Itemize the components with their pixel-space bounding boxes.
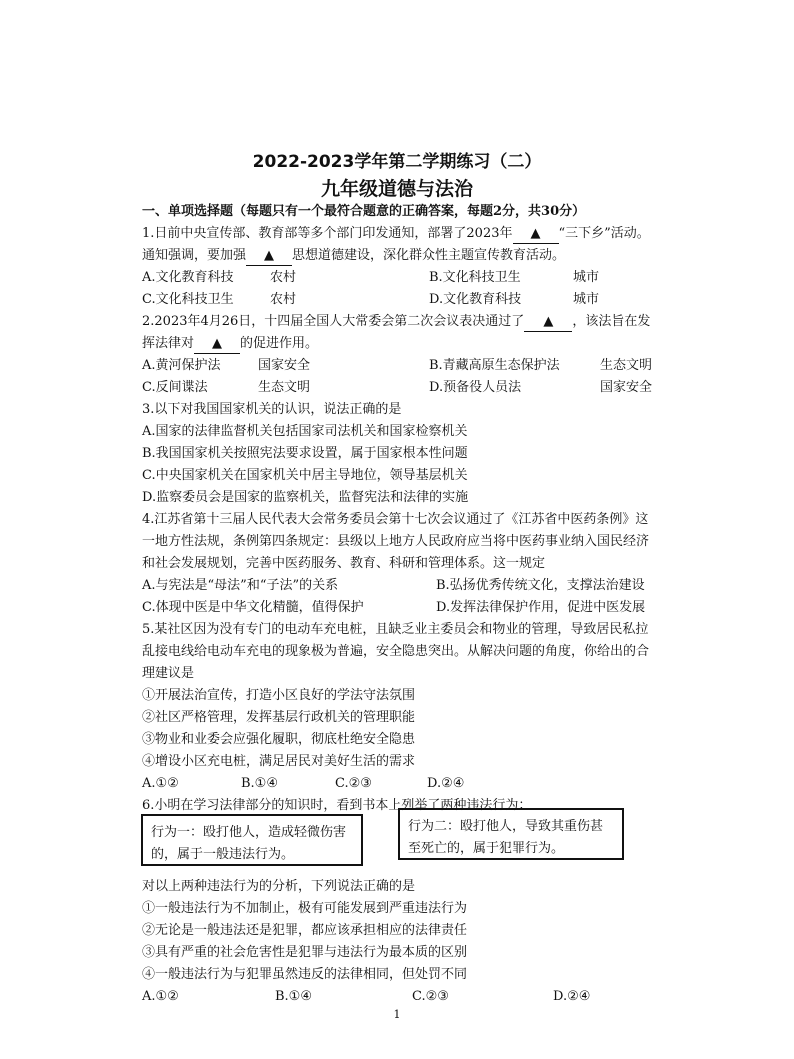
q5-statement-3: ③物业和业委会应强化履职，彻底杜绝安全隐患 bbox=[142, 732, 416, 747]
answer-blank: ▲ bbox=[194, 335, 240, 354]
q6-option-c: C.②③ bbox=[412, 989, 449, 1004]
q2-stem-text: ，该法旨在发 bbox=[572, 314, 651, 329]
q6-statement-2: ②无论是一般违法还是犯罪，都应该承担相应的法律责任 bbox=[142, 923, 468, 938]
q6-option-a: A.①② bbox=[142, 989, 179, 1004]
q2-option-b-value: 生态文明 bbox=[600, 358, 653, 373]
answer-blank: ▲ bbox=[246, 247, 292, 266]
q1-stem-text: “三下乡”活动。 bbox=[558, 226, 650, 241]
q6-option-d: D.②④ bbox=[553, 989, 591, 1004]
q5-stem-line3: 理建议是 bbox=[142, 666, 195, 681]
q1-option-b: B.文化科技卫生 bbox=[429, 270, 521, 285]
q6-case-box-1: 行为一：殴打他人，造成轻微伤害的，属于一般违法行为。 bbox=[141, 814, 363, 866]
answer-blank: ▲ bbox=[513, 225, 559, 244]
q2-option-b: B.青藏高原生态保护法 bbox=[429, 358, 560, 373]
q2-stem-text: 挥法律对 bbox=[142, 336, 195, 351]
q2-option-c-value: 生态文明 bbox=[258, 380, 311, 395]
q5-option-a: A.①② bbox=[142, 776, 179, 791]
exam-subtitle: 九年级道德与法治 bbox=[320, 178, 473, 200]
q4-stem-line2: 一地方性法规，条例第四条规定：县级以上地方人民政府应当将中医药事业纳入国民经济 bbox=[142, 534, 650, 549]
q2-option-a-value: 国家安全 bbox=[258, 358, 311, 373]
answer-blank: ▲ bbox=[524, 313, 572, 332]
q5-option-d: D.②④ bbox=[427, 776, 465, 791]
q6-stem: 6.小明在学习法律部分的知识时，看到书本上列举了两种违法行为： bbox=[142, 798, 532, 813]
q5-statement-4: ④增设小区充电桩，满足居民对美好生活的需求 bbox=[142, 754, 416, 769]
q6-statement-3: ③具有严重的社会危害性是犯罪与违法行为最本质的区别 bbox=[142, 945, 468, 960]
q1-option-d-value: 城市 bbox=[573, 292, 600, 307]
q1-option-d: D.文化教育科技 bbox=[429, 292, 522, 307]
q3-option-a: A.国家的法律监督机关包括国家司法机关和国家检察机关 bbox=[142, 424, 468, 439]
q1-option-c: C.文化科技卫生 bbox=[142, 292, 234, 307]
q4-stem-line1: 4.江苏省第十三届人民代表大会常务委员会第十七次会议通过了《江苏省中医药条例》这 bbox=[142, 512, 649, 527]
q1-stem-line2 bbox=[142, 247, 565, 266]
q5-option-c: C.②③ bbox=[335, 776, 372, 791]
q5-option-b: B.①④ bbox=[241, 776, 278, 791]
page-number: 1 bbox=[393, 1008, 401, 1021]
q5-stem-line1: 5.某社区因为没有专门的电动车充电桩，且缺乏业主委员会和物业的管理，导致居民私拉 bbox=[142, 622, 649, 637]
q4-option-b: B.弘扬优秀传统文化，支撑法治建设 bbox=[436, 578, 645, 593]
q2-stem-line2 bbox=[142, 335, 318, 354]
q1-option-b-value: 城市 bbox=[573, 270, 600, 285]
q5-statement-2: ②社区严格管理，发挥基层行政机关的管理职能 bbox=[142, 710, 416, 725]
q6-option-b: B.①④ bbox=[275, 989, 312, 1004]
q2-stem-line1 bbox=[142, 313, 650, 332]
q4-stem-line3: 和社会发展规划，完善中医药服务、教育、科研和管理体系。这一规定 bbox=[142, 556, 546, 571]
q1-stem-text: 1.日前中央宣传部、教育部等多个部门印发通知，部署了2023年 bbox=[142, 226, 513, 241]
q5-statement-1: ①开展法治宣传，打造小区良好的学法守法氛围 bbox=[142, 688, 416, 703]
q2-stem-text: 的促进作用。 bbox=[240, 336, 319, 351]
q2-option-d-value: 国家安全 bbox=[600, 380, 653, 395]
q2-option-d: D.预备役人员法 bbox=[429, 380, 522, 395]
q1-stem-text: 通知强调，要加强 bbox=[142, 248, 247, 263]
q4-option-c: C.体现中医是中华文化精髓，值得保护 bbox=[142, 600, 364, 615]
q1-option-a-value: 农村 bbox=[270, 270, 297, 285]
q6-lead: 对以上两种违法行为的分析，下列说法正确的是 bbox=[142, 879, 416, 894]
q3-option-b: B.我国国家机关按照宪法要求设置，属于国家根本性问题 bbox=[142, 446, 468, 461]
q2-option-c: C.反间谍法 bbox=[142, 380, 208, 395]
q1-stem-line1 bbox=[142, 225, 650, 244]
q3-stem: 3.以下对我国国家机关的认识，说法正确的是 bbox=[142, 402, 402, 417]
q5-stem-line2: 乱接电线给电动车充电的现象极为普遍，安全隐患突出。从解决问题的角度，你给出的合 bbox=[142, 644, 650, 659]
q3-option-c: C.中央国家机关在国家机关中居主导地位，领导基层机关 bbox=[142, 468, 468, 483]
q6-statement-4: ④一般违法行为与犯罪虽然违反的法律相同，但处罚不同 bbox=[142, 967, 468, 982]
q3-option-d: D.监察委员会是国家的监察机关，监督宪法和法律的实施 bbox=[142, 490, 469, 505]
q1-option-a: A.文化教育科技 bbox=[142, 270, 234, 285]
q6-statement-1: ①一般违法行为不加制止，极有可能发展到严重违法行为 bbox=[142, 901, 468, 916]
q1-stem-text: 思想道德建设，深化群众性主题宣传教育活动。 bbox=[292, 248, 566, 263]
q2-option-a: A.黄河保护法 bbox=[142, 358, 221, 373]
q4-option-a: A.与宪法是“母法”和“子法”的关系 bbox=[142, 578, 339, 593]
q2-stem-text: 2.2023年4月26日，十四届全国人大常委会第二次会议表决通过了 bbox=[142, 314, 525, 329]
q4-option-d: D.发挥法律保护作用，促进中医发展 bbox=[436, 600, 646, 615]
exam-title: 2022-2023学年第二学期练习（二） bbox=[252, 152, 542, 172]
section-heading: 一、单项选择题（每题只有一个最符合题意的正确答案，每题2分，共30分） bbox=[142, 204, 586, 219]
q1-option-c-value: 农村 bbox=[270, 292, 297, 307]
q6-case-box-2: 行为二：殴打他人，导致其重伤甚至死亡的，属于犯罪行为。 bbox=[398, 808, 624, 860]
